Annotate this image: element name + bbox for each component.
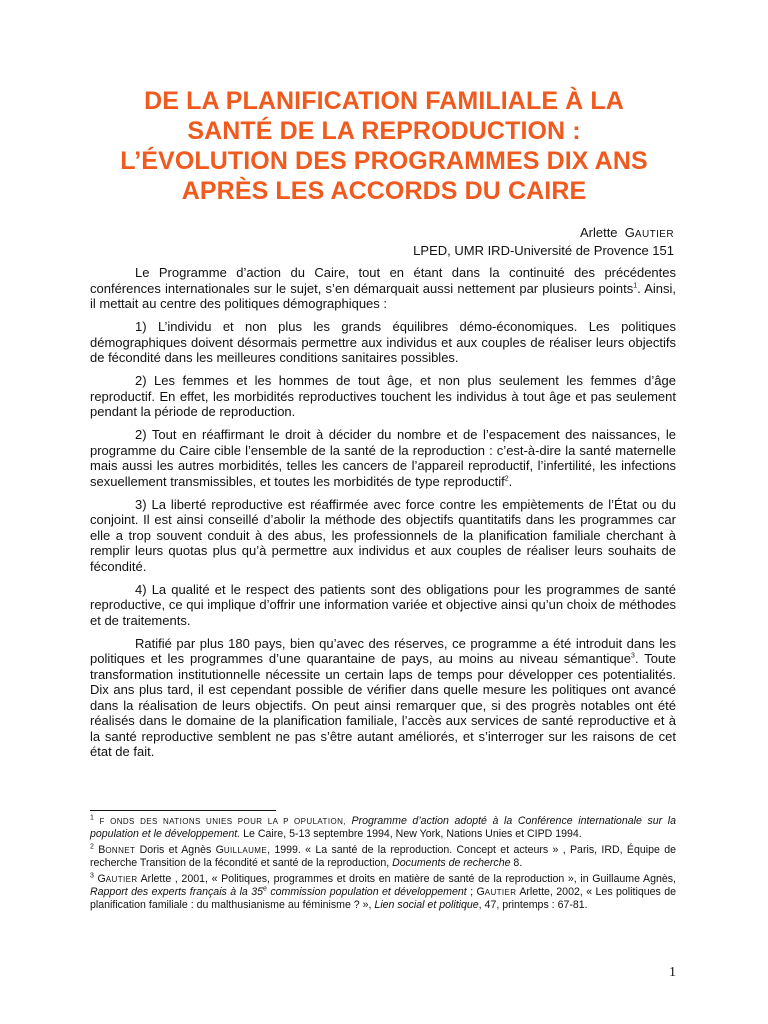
footnote-2-end: 8. xyxy=(510,857,523,869)
author-last-name-initial: G xyxy=(624,225,635,240)
footnote-3-text-a: Arlette , 2001, « Politiques, programmes et droits en matière de santé de la reproduction », in Guillaume Agnès, xyxy=(137,873,676,885)
paragraph-2: 1) L’individu et non plus les grands équilibres démo-économiques. Les politiques démographiques doivent désormais permettre aux individus et aux couples de réaliser leurs objectifs de fécondité dans les meilleures conditions sanitaires possibles. xyxy=(90,319,676,365)
paragraph-1 xyxy=(90,265,676,312)
paragraph-4 xyxy=(90,427,676,489)
footnote-3-journal: Lien social et politique xyxy=(374,899,479,911)
paragraph-4-text-b: . xyxy=(508,473,513,489)
footnote-3-text-b: ; G xyxy=(466,886,485,898)
footnote-3-end: , 47, printemps : 67-81. xyxy=(478,899,588,911)
footnote-3-italic-b: commission population et développement xyxy=(266,886,467,898)
footnote-3-author-initial: G xyxy=(97,873,106,885)
footnote-1 xyxy=(90,815,676,841)
author-first-name: Arlette xyxy=(579,225,618,240)
footnote-3-author-rest: AUTIER xyxy=(105,875,138,884)
author-block xyxy=(413,225,674,258)
paragraph-4-text-a: 2) Tout en réaffirmant le droit à décider du nombre et de l’espacement des naissances, le programme du Caire cible l’ensemble de la santé de la reproduction : c’est-à-dire la santé maternelle mais aussi les autres morbidités, telles les cancers de l’appareil reproductif, l’infertilité, les infections sexuellement transmissibles, et toutes les morbidités de type reproductif xyxy=(90,427,676,489)
footnote-ref-3: 3 xyxy=(631,652,635,660)
footnote-3-superscript: e xyxy=(263,885,267,893)
footnote-2 xyxy=(90,844,676,870)
paragraph-1-text-a: Le Programme d’action du Caire, tout en étant dans la continuité des précédentes conférences internationales sur le sujet, s’en démarquait aussi nettement par plusieurs points xyxy=(90,265,676,296)
paragraph-3: 2) Les femmes et les hommes de tout âge, et non plus seulement les femmes d’âge reproductif. En effet, les morbidités reproductives touchent les individus à tout âge et pas seulement pendant la période de reproduction. xyxy=(90,373,676,419)
page-number: 1 xyxy=(669,965,676,980)
author-affiliation: LPED, UMR IRD-Université de Provence 151 xyxy=(413,242,674,258)
paragraph-7 xyxy=(90,636,676,760)
footnote-1-number: 1 xyxy=(90,814,94,822)
paragraph-7-text-a: Ratifié par plus 180 pays, bien qu’avec des réserves, ce programme a été introduit dans les politiques et les programmes d’une quarantaine de pays, au moins au niveau sémantique xyxy=(90,635,676,666)
footnote-3-italic-a: Rapport des experts français à la 35 xyxy=(90,886,264,898)
paragraph-7-text-b: . Toute transformation institutionnelle nécessite un certain laps de temps pour développer ces potentialités. Dix ans plus tard, il est cependant possible de vérifier dans quelle mesure les politiques ont avancé dans la réalisation de leurs objectifs. On peut ainsi remarquer que, si des progrès notables ont été réalisés dans le domaine de la planification familiale, l’accès aux services de santé reproductive et à la santé reproductive semblent ne pas s’être autant améliorés, et s’interroger sur les raisons de cet état de fait. xyxy=(90,651,676,759)
footnote-3-number: 3 xyxy=(90,872,94,880)
title-line-1: DE LA PLANIFICATION FAMILIALE À LA xyxy=(144,87,624,115)
footnote-2-series: Documents de recherche xyxy=(392,857,511,869)
footnotes xyxy=(90,815,676,915)
footnote-1-rest: Le Caire, 5-13 septembre 1994, New York, Nations Unies et CIPD 1994. xyxy=(243,828,582,840)
author-last-name-rest: AUTIER xyxy=(634,229,674,240)
footnote-3-text-c: Arlette, 2002, « Les politiques de planification familiale : du malthusianisme au féminisme ? », xyxy=(90,886,676,911)
footnote-1-org: F ONDS DES NATIONS UNIES POUR LA P OPULATION, xyxy=(99,817,346,826)
paragraph-6: 4) La qualité et le respect des patients sont des obligations pour les programmes de santé reproductive, ce qui implique d’offrir une information variée et objective ainsi qu’un choix de méthodes et de traitements. xyxy=(90,581,676,628)
footnote-2-author1-initial: B xyxy=(98,844,106,856)
paragraph-5: 3) La liberté reproductive est réaffirmée avec force contre les empiètements de l’État ou du conjoint. Il est ainsi conseillé d’abolir la méthode des objectifs quantitatifs dans les programmes car elle a trop souvent conduit à des abus, les professionnels de la planification familiale cherchant à remplir leurs quotas plus qu’à permettre aux individus et aux couples de réaliser leurs souhaits de fécondité. xyxy=(90,496,676,574)
title-line-2: SANTÉ DE LA REPRODUCTION : xyxy=(187,117,581,145)
title-line-4: APRÈS LES ACCORDS DU CAIRE xyxy=(181,177,587,205)
footnote-3 xyxy=(90,873,676,912)
footnote-2-author2-initial: Doris et Agnès G xyxy=(135,844,224,856)
footnote-separator xyxy=(90,810,276,811)
paragraph-1-text-b: . Ainsi, il mettait au centre des politiques démographiques : xyxy=(90,280,676,311)
document-title xyxy=(90,86,678,206)
footnote-3-author2-rest: AUTIER xyxy=(484,888,517,897)
footnote-2-number: 2 xyxy=(90,843,94,851)
footnote-ref-2: 2 xyxy=(504,475,509,483)
title-line-3: L’ÉVOLUTION DES PROGRAMMES DIX ANS xyxy=(120,147,648,175)
footnote-2-author2-rest: UILLAUME xyxy=(223,846,268,855)
footnote-2-text: , 1999. « La santé de la reproduction. Concept et acteurs » , Paris, IRD, Équipe de recherche Transition de la fécondité et santé de la reproduction, xyxy=(90,844,676,869)
footnote-1-title: Programme d’action adopté à la Conférence internationale sur la population et le développement. xyxy=(90,815,676,840)
document-body xyxy=(90,265,676,767)
footnote-ref-1: 1 xyxy=(633,282,638,290)
footnote-2-author1-rest: ONNET xyxy=(105,846,136,855)
author-name xyxy=(413,225,674,243)
